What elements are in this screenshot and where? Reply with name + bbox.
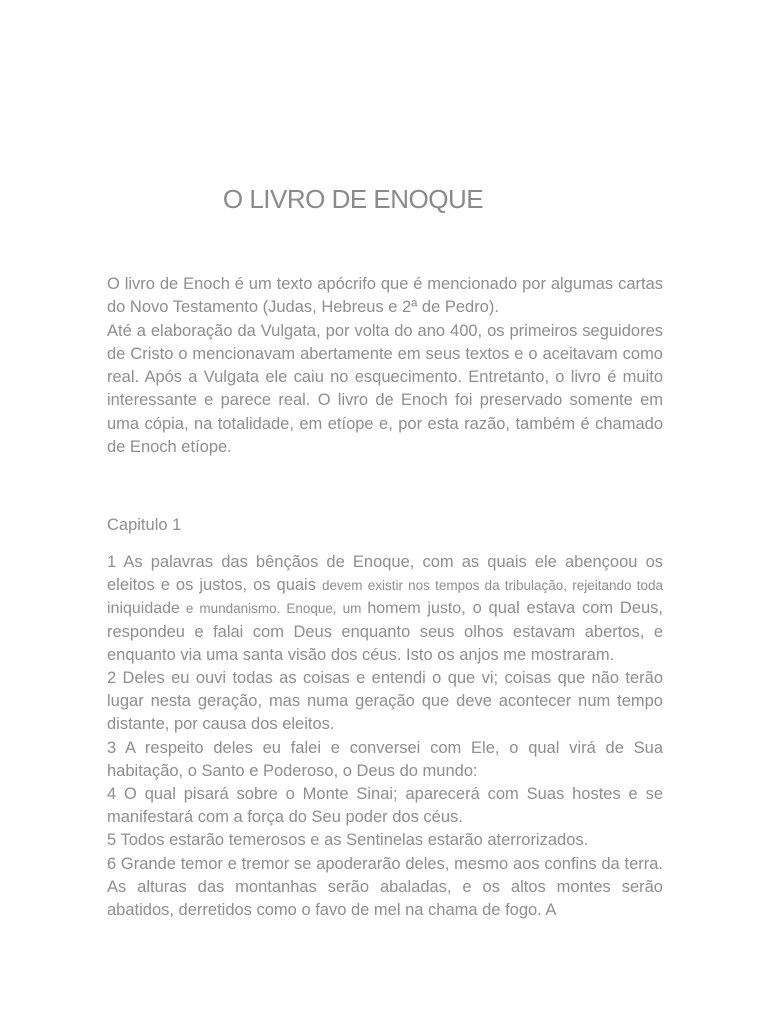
chapter-heading: Capitulo 1 (107, 516, 182, 534)
document-title: O LIVRO DE ENOQUE (222, 184, 484, 214)
verse: 6 Grande temor e tremor se apoderarão deles, mesmo aos confins da terra. As alturas das montanhas serão abaladas, e os altos montes serão abatidos, derretidos como o favo de mel na chama de fogo. A (107, 854, 663, 920)
verse-1-text: e mundanismo. Enoque, um (179, 601, 368, 617)
verse-1 (107, 551, 663, 667)
verse-1-text: , o qual estava com Deus, respondeu e falai com Deus enquanto seus olhos estavam abertos, e enquanto via uma santa visão dos céus. Isto os anjos me mostraram. (107, 599, 664, 664)
verse-1-text: devem existir nos tempos da tribulação, rejeitando toda (322, 578, 663, 594)
verse-1-text: homem justo (367, 600, 462, 618)
verse: 4 O qual pisará sobre o Monte Sinai; aparecerá com Suas hostes e se manifestará com a força do Seu poder dos céus. (107, 785, 663, 827)
verse: 3 A respeito deles eu falei e conversei com Ele, o qual virá de Sua habitação, o Santo e Poderoso, o Deus do mundo: (107, 738, 663, 780)
intro-paragraph: O livro de Enoch é um texto apócrifo que é mencionado por algumas cartas do Novo Testamento (Judas, Hebreus e 2ª de Pedro). (107, 275, 663, 317)
chapter-body (107, 551, 663, 922)
intro-paragraph: Até a elaboração da Vulgata, por volta do ano 400, os primeiros seguidores de Cristo o mencionavam abertamente em seus textos e o aceitavam como real. Após a Vulgata ele caiu no esquecimento. Entretanto, o livro é muito interessante e parece real. O livro de Enoch foi preservado somente em uma cópia, na totalidade, em etíope e, por esta razão, também é chamado de Enoch etíope. (107, 321, 663, 457)
verse: 2 Deles eu ouvi todas as coisas e entendi o que vi; coisas que não terão lugar nesta geração, mas numa geração que deve acontecer num tempo distante, por causa dos eleitos. (107, 669, 663, 734)
verse: 5 Todos estarão temerosos e as Sentinelas estarão aterrorizados. (107, 831, 589, 850)
verse-1-text: iniquidade (107, 600, 180, 618)
intro-section (107, 273, 663, 459)
verse-1-text: 1 As palavras das bênçãos de Enoque, com as quais ele abençoou os eleitos e os justos, os quais (107, 553, 663, 595)
